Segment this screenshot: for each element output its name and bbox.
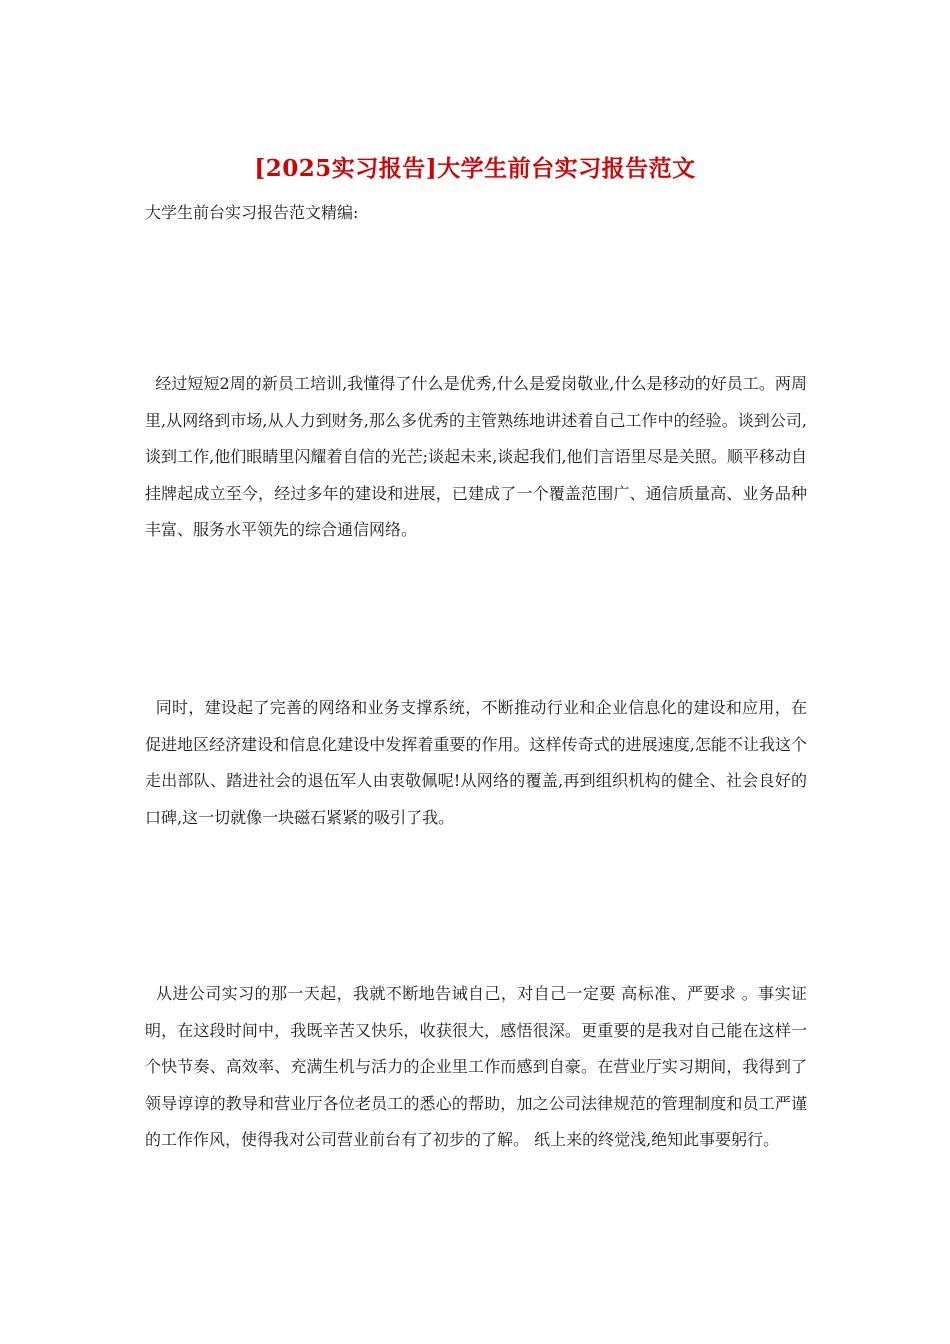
document-subtitle: 大学生前台实习报告范文精编: bbox=[145, 203, 359, 222]
paragraph-1: 经过短短2周的新员工培训,我懂得了什么是优秀,什么是爱岗敬业,什么是移动的好员工。两周里,从网络到市场,从人力到财务,那么多优秀的主管熟练地讲述着自己工作中的经验。谈到公司,谈到工作,他们眼睛里闪耀着自信的光芒;谈起未来,谈起我们,他们言语里尽是关照。顺平移动自挂牌起成立至今，经过多年的建设和进展，已建成了一个覆盖范围广、通信质量高、业务品种丰富、服务水平领先的综合通信网络。 bbox=[145, 374, 807, 539]
paragraph-2: 同时，建设起了完善的网络和业务支撑系统，不断推动行业和企业信息化的建设和应用，在促进地区经济建设和信息化建设中发挥着重要的作用。这样传奇式的进展速度,怎能不让我这个走出部队、踏进社会的退伍军人由衷敬佩呢!从网络的覆盖,再到组织机构的健全、社会良好的口碑,这一切就像一块磁石紧紧的吸引了我。 bbox=[145, 698, 807, 827]
paragraph-3: 从进公司实习的那一天起，我就不断地告诫自己，对自己一定要 高标准、严要求 。事实证明，在这段时间中，我既辛苦又快乐，收获很大，感悟很深。更重要的是我对自己能在这样一个快节奏、高效率、充满生机与活力的企业里工作而感到自豪。在营业厅实习期间，我得到了领导谆谆的教导和营业厅各位老员工的悉心的帮助，加之公司法律规范的管理制度和员工严谨的工作作风，使得我对公司营业前台有了初步的了解。 纸上来的终觉浅,绝知此事要躬行。 bbox=[145, 984, 807, 1149]
document-title: [2025实习报告]大学生前台实习报告范文 bbox=[254, 155, 696, 182]
